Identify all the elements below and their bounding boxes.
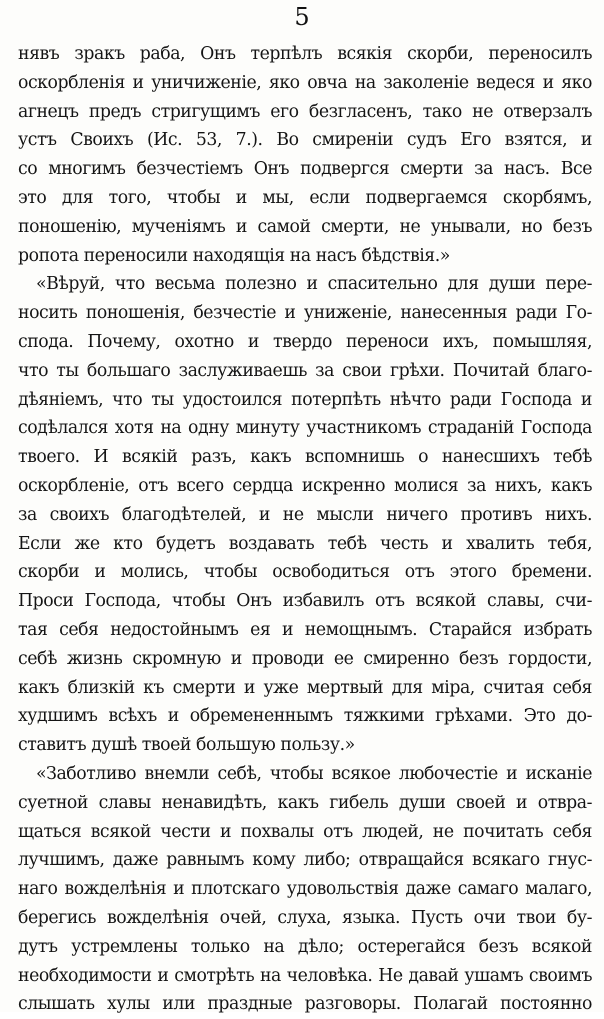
text-line: что ты большаго заслуживаешь за свои грѣхи. Почитай благо- [18, 360, 592, 381]
text-line: себѣ жизнь скромную и проводи ее смиренно безъ гордости, [18, 648, 592, 669]
text-line: щаться всякой чести и похвалы отъ людей, не почитать себя [18, 821, 592, 842]
text-line: слышать хулы или праздные разговоры. Полагай постоянно [18, 994, 592, 1015]
text-line: ропота переносили находящія на насъ бѣдствія.» [18, 245, 450, 266]
page-number: 5 [294, 3, 310, 31]
text-line: ставитъ душѣ твоей большую пользу.» [18, 735, 355, 756]
text-line: тая себя недостойнымъ ея и немощнымъ. Старайся избрать [18, 619, 592, 640]
text-line: скорби и молись, чтобы освободиться отъ этого бремени. [18, 562, 592, 583]
text-line: это для того, чтобы и мы, если подвергаемся скорбямъ, [18, 187, 592, 208]
text-line: «Заботливо внемли себѣ, чтобы всякое любочестіе и исканіе [36, 763, 592, 784]
text-line: Если же кто будетъ воздавать тебѣ честь и хвалить тебя, [18, 533, 592, 554]
text-line: какъ близкій къ смерти и уже мертвый для міра, считая себя [18, 677, 592, 698]
text-line: худшимъ всѣхъ и обремененнымъ тяжкими грѣхами. Это до- [18, 706, 592, 727]
text-line: агнецъ предъ стригущимъ его безгласенъ, тако не отверзалъ [18, 101, 592, 122]
text-line: носить поношенія, безчестіе и униженіе, нанесенныя ради Го- [18, 303, 592, 324]
text-line: оскорбленіе, отъ всего сердца искренно молися за нихъ, какъ [18, 475, 592, 496]
text-line: спода. Почему, охотно и твердо переноси ихъ, помышляя, [18, 331, 592, 352]
text-line: дутъ устремлены только на дѣло; остерегайся безъ всякой [18, 936, 592, 957]
body-text [18, 40, 592, 1019]
text-line: наго вожделѣнія и плотскаго удовольствія даже самаго малаго, [18, 879, 592, 900]
text-line: Проси Господа, чтобы Онъ избавилъ отъ всякой славы, счи- [18, 591, 592, 612]
text-line: нявъ зракъ раба, Онъ терпѣлъ всякія скорби, переносилъ [18, 44, 592, 64]
text-line: дѣяніемъ, что ты удостоился потерпѣть нѣчто ради Господа и [18, 389, 592, 410]
text-line: лучшимъ, даже равнымъ кому либо; отвращайся всякаго гнус- [18, 850, 592, 871]
text-line: устъ Своихъ (Ис. 53, 7.). Во смиреніи судъ Его взятся, и [18, 130, 592, 151]
text-line: оскорбленія и уничиженіе, яко овча на заколеніе ведеся и яко [18, 72, 592, 93]
text-line: за своихъ благодѣтелей, и не мысли ничего противъ нихъ. [18, 504, 592, 525]
text-line: содѣлался хотя на одну минуту участникомъ страданій Господа [18, 418, 592, 439]
text-line: необходимости и смотрѣть на человѣка. Не давай ушамъ своимъ [18, 965, 592, 986]
text-line: суетной славы ненавидѣть, какъ гибель души своей и отвра- [18, 792, 592, 813]
text-line: «Вѣруй, что весьма полезно и спасительно для души пере- [36, 274, 592, 295]
text-line: со многимъ безчестіемъ Онъ подвергся смерти за насъ. Все [18, 159, 592, 180]
text-line: твоего. И всякій разъ, какъ вспомнишь о нанесшихъ тебѣ [18, 447, 592, 468]
text-line: берегись вожделѣнія очей, слуха, языка. Пусть очи твои бу- [18, 907, 592, 928]
text-line: поношенію, мученіямъ и самой смерти, не унывали, но безъ [18, 216, 592, 237]
